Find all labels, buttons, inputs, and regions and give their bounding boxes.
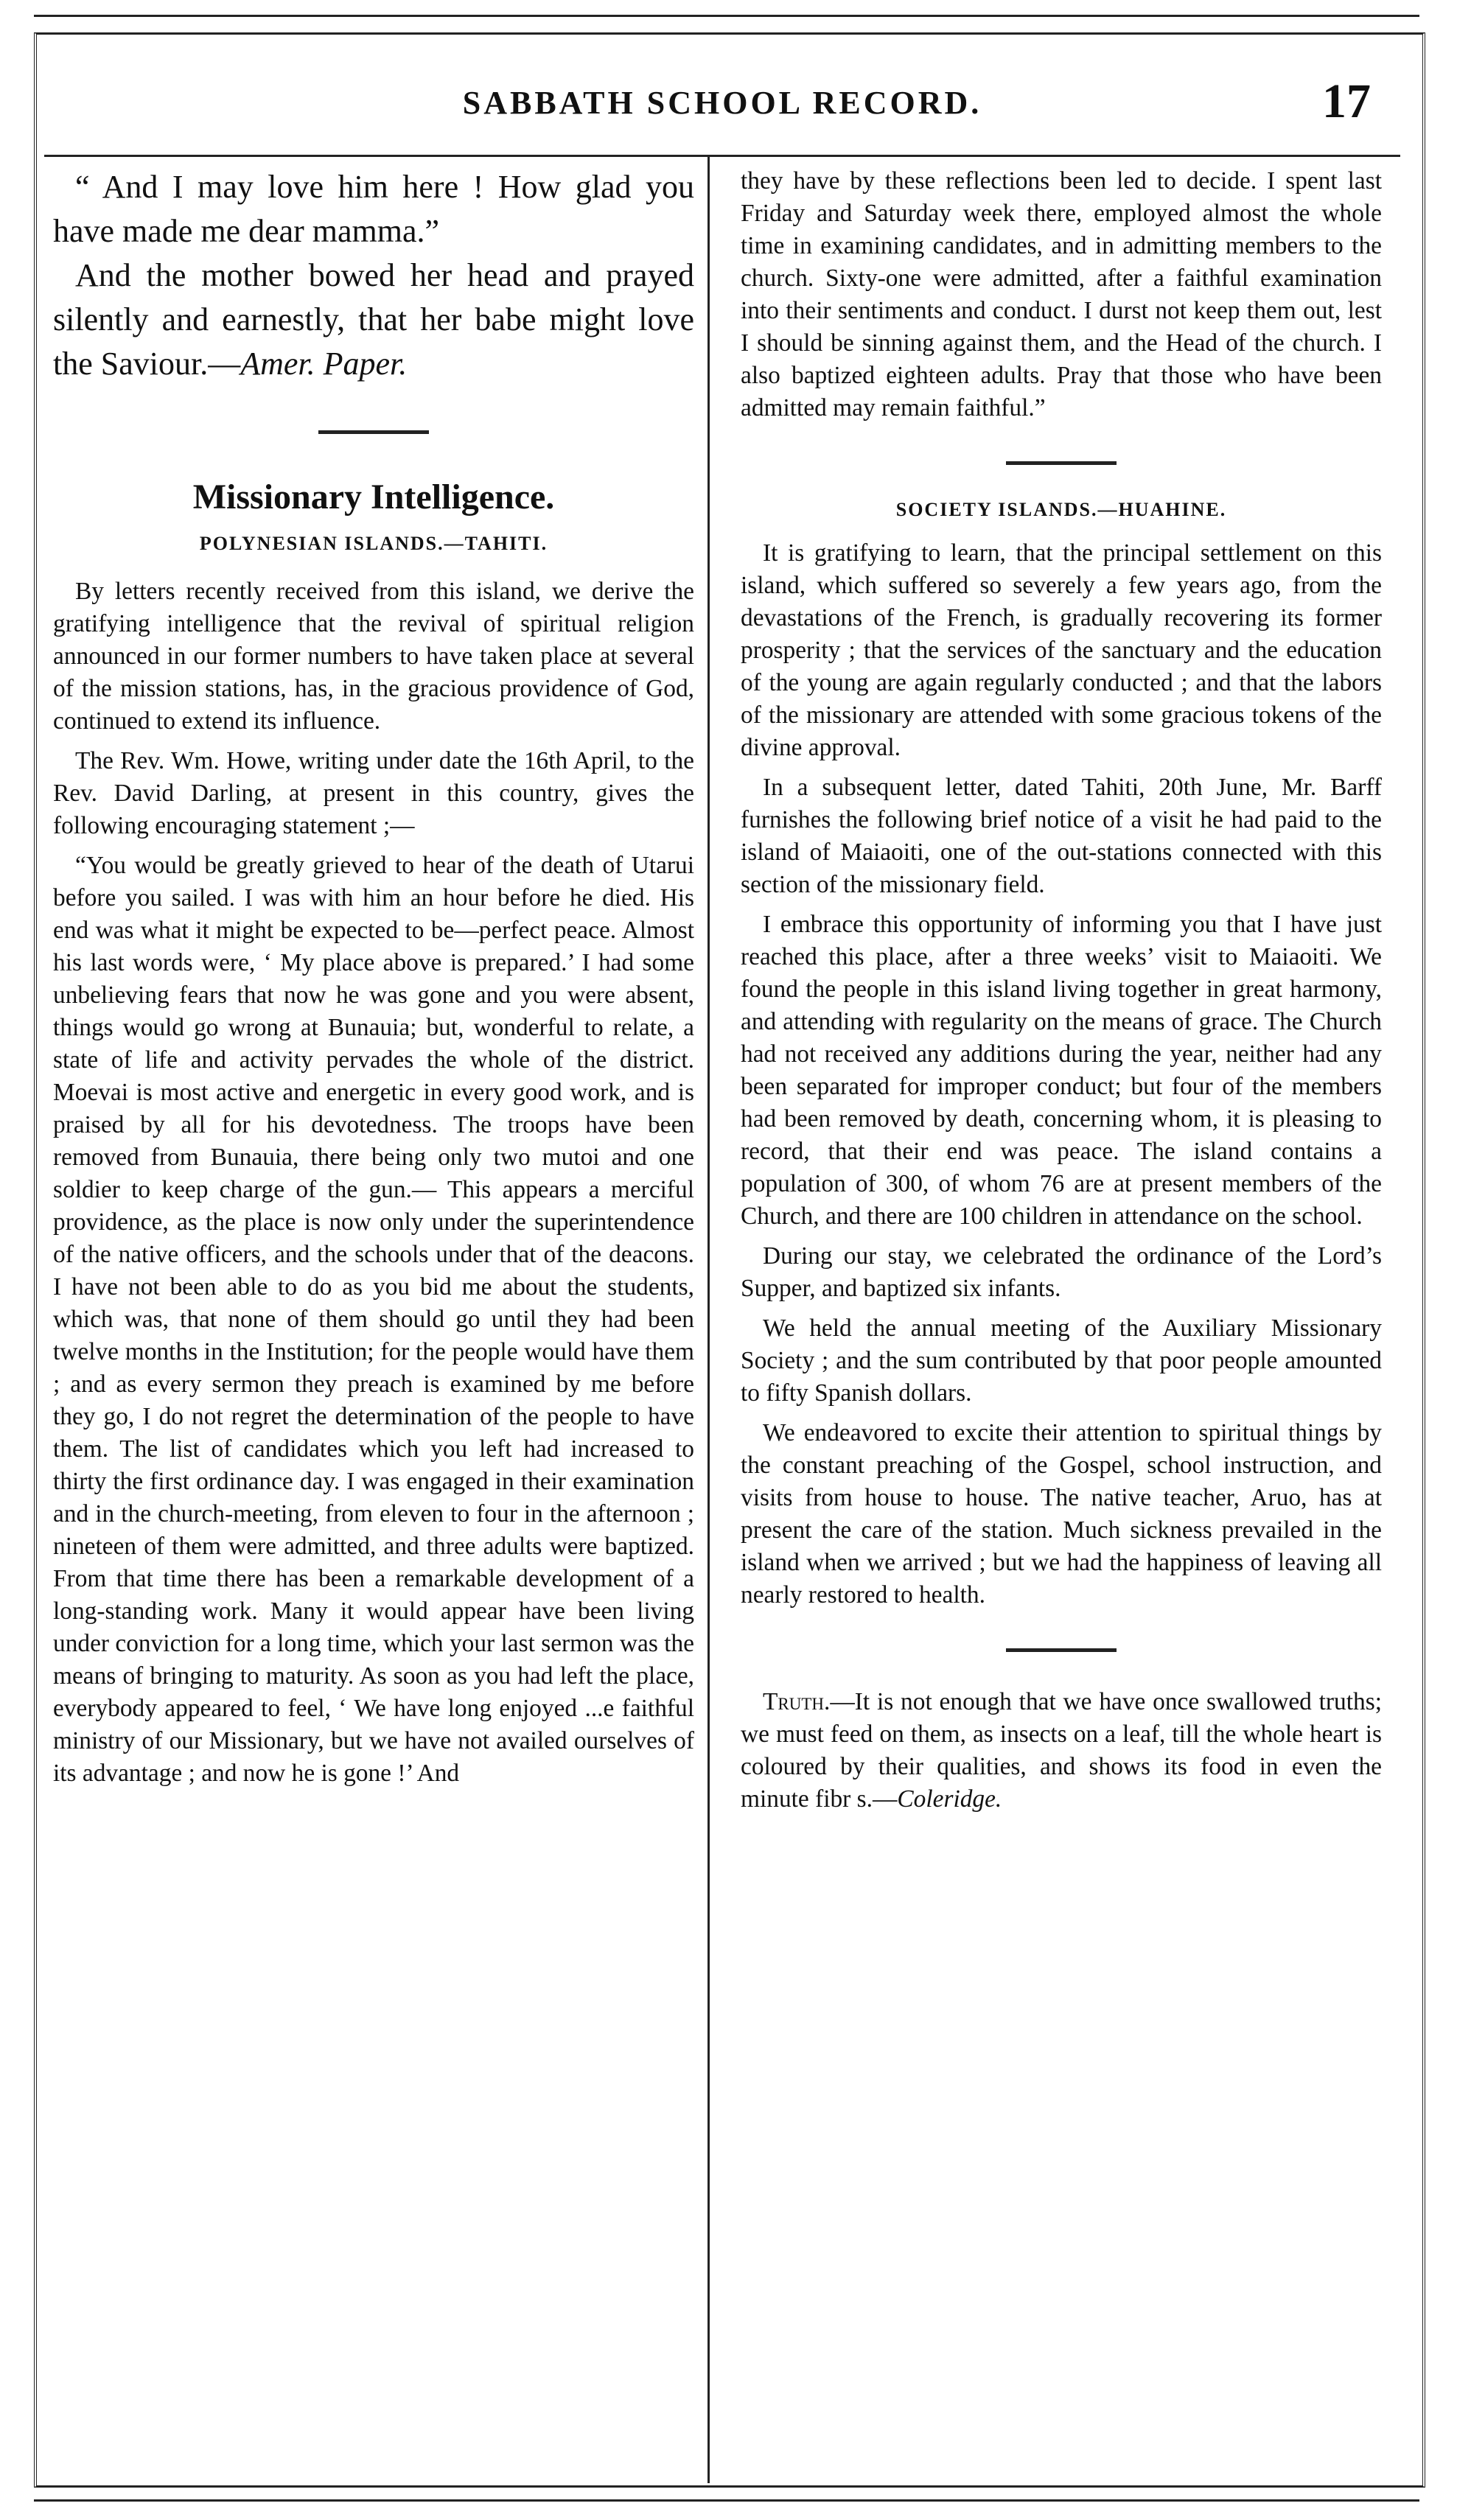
header-rule (44, 155, 1400, 157)
article-paragraph: I embrace this opportunity of informing you that I have just reached this place, after a three weeks’ visit to Maiaoiti. We found the people in this island living together in great harmony, and attending with regularity on the means of grace. The Church had not received any additions during the year, neither had any been separated for improper conduct; but four of the members had been removed by death, concerning whom, it is pleasing to record, that their end was peace. The island contains a population of 300, of whom 76 are at present members of the Church, and there are 100 children in attendance on the school. (741, 911, 1382, 1230)
article-paragraph: It is gratifying to learn, that the principal settlement on this island, which suffered so severely a few years ago, from the devastations of the French, is gradually recovering its former prosperity ; that the services of the sanctuary and the education of the young are again regularly conducted ; and that the labors of the missionary are attended with some gracious tokens of the divine approval. (741, 539, 1382, 761)
truth-label: Truth. (763, 1688, 831, 1715)
article-paragraph: We held the annual meeting of the Auxiliary Missionary Society ; and the sum contributed by that poor people amounted to fifty Spanish dollars. (741, 1315, 1382, 1407)
article-paragraph: “You would be greatly grieved to hear of the death of Utarui before you sailed. I was with him an hour before he died. His end was what it might be expected to be—perfect peace. Almost his last words were, ‘ My place above is prepared.’ I had some unbelieving fears that now he was gone and you were absent, things would go wrong at Bunauia; but, wonderful to relate, a state of life and activity pervades the whole of the district. Moevai is most active and energetic in every good work, and is praised by all for his devotedness. The troops have been removed from Bunauia, there being only two mutoi and one soldier to keep charge of the gun.— This appears a merciful providence, as the place is now only under the superintendence of the native officers, and the schools under that of the deacons. I have not been able to do as you bid me about the students, which was, that none of them should go until they had been twelve months in the Institution; for the people would have them ; and as every sermon they preach is examined by me before they go, I do not regret the determination of the people to have them. The list of candidates which you left had increased to thirty the first ordinance day. I was engaged in their examination and in the church-meeting, from eleven to four in the afternoon ; nineteen of them were admitted, and three adults were baptized. From that time there has been a remarkable development of a long-standing work. Many it would appear have been living under conviction for a long time, which your last sermon was the means of bringing to maturity. As soon as you had left the place, everybody appeared to feel, ‘ We have long enjoyed ...e faithful ministry of our Missionary, but we have not availed ourselves of its advantage ; and now he is gone !’ And (53, 852, 694, 1787)
section-separator (1006, 1648, 1117, 1652)
section-title: Missionary Intelligence. (192, 477, 555, 517)
subheading-tahiti: POLYNESIAN ISLANDS.—TAHITI. (199, 533, 548, 554)
left-column (53, 165, 694, 1797)
subheading-huahine: SOCIETY ISLANDS.—HUAHINE. (895, 499, 1227, 520)
story-paragraph-closing: And the mother bowed her head and prayed silently and earnestly, that her babe might love the Saviour.—Amer. Paper. (53, 257, 694, 382)
section-separator (318, 430, 429, 434)
section-separator (1006, 461, 1117, 465)
truth-source: Coleridge. (897, 1785, 1002, 1813)
top-border-rule (34, 15, 1419, 17)
truth-paragraph: Truth.—It is not enough that we have once swallowed truths; we must feed on them, as insects on a leaf, till the whole heart is coloured by their qualities, and shows its food in even the minute fibr s.—Coleridge. (741, 1688, 1382, 1813)
running-title: SABBATH SCHOOL RECORD. (462, 85, 982, 121)
story-source: Amer. Paper. (240, 346, 408, 382)
bottom-border-rule (34, 2499, 1419, 2502)
story-paragraph: “ And I may love him here ! How glad you have made me dear mamma.” (53, 169, 694, 249)
article-paragraph: We endeavored to excite their attention to spiritual things by the constant preaching of the Gospel, school instruction, and visits from house to house. The native teacher, Aruo, has at present the care of the station. Much sickness prevailed in the island when we arrived ; but we had the happiness of leaving all nearly restored to health. (741, 1419, 1382, 1609)
continued-paragraph: they have by these reflections been led to decide. I spent last Friday and Saturday week there, employed almost the whole time in examining candidates, and in admitting members to the church. Sixty-one were admitted, after a faithful examination into their sentiments and conduct. I durst not keep them out, lest I should be sinning against them, and the Head of the church. I also baptized eighteen adults. Pray that those who have been admitted may remain faithful.” (741, 167, 1382, 421)
page-header (44, 74, 1400, 147)
article-paragraph: In a subsequent letter, dated Tahiti, 20th June, Mr. Barff furnishes the following brief notice of a visit he had paid to the island of Maiaoiti, one of the out-stations connected with this section of the missionary field. (741, 774, 1382, 898)
article-paragraph: During our stay, we celebrated the ordinance of the Lord’s Supper, and baptized six infants. (741, 1242, 1382, 1302)
right-column (741, 165, 1382, 1823)
column-divider (707, 157, 710, 2483)
article-paragraph: The Rev. Wm. Howe, writing under date the 16th April, to the Rev. David Darling, at present in this country, gives the following encouraging statement ;— (53, 747, 694, 839)
page-number: 17 (1322, 74, 1371, 128)
article-paragraph: By letters recently received from this island, we derive the gratifying intelligence that the revival of spiritual religion announced in our former numbers to have taken place at several of the mission stations, has, in the gracious providence of God, continued to extend its influence. (53, 578, 694, 735)
